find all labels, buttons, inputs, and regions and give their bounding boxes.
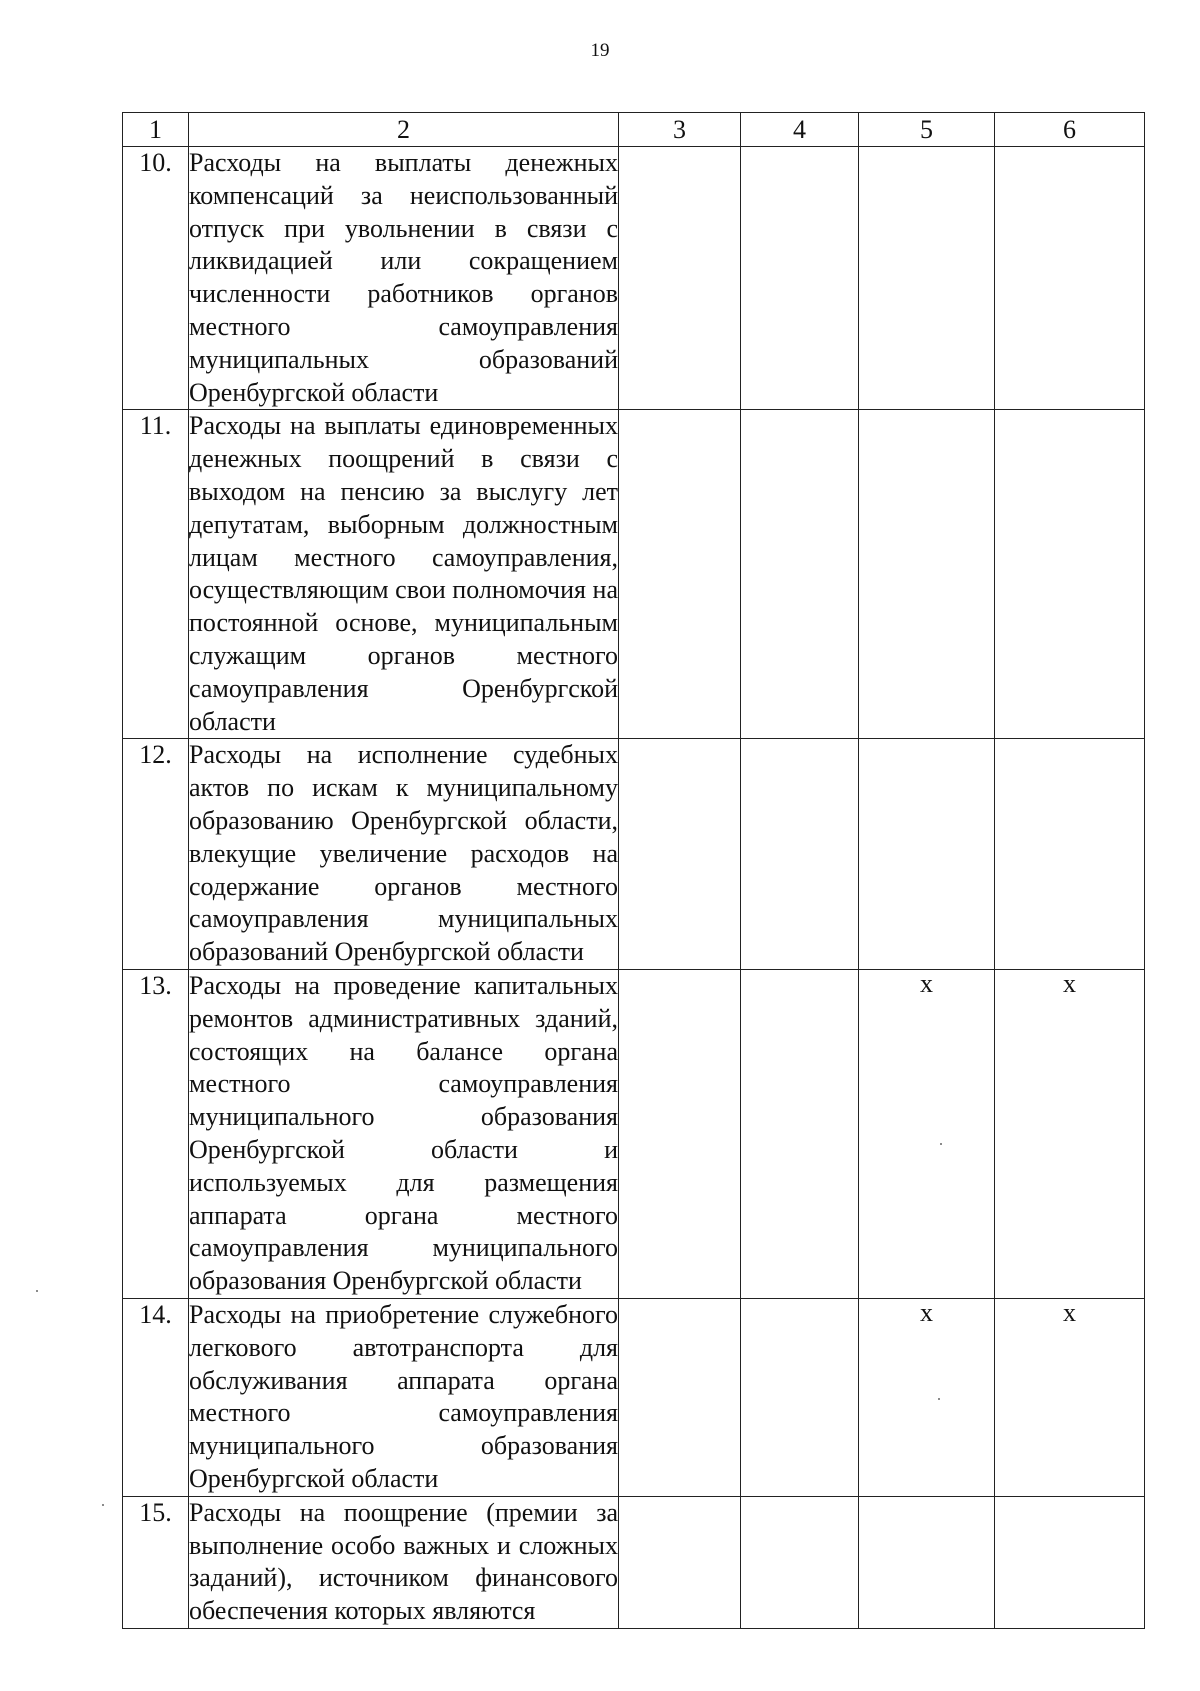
cell-col-4 bbox=[741, 1496, 859, 1628]
cell-col-5: х bbox=[859, 1298, 995, 1496]
cell-col-6 bbox=[995, 410, 1145, 739]
cell-col-4 bbox=[741, 969, 859, 1298]
table-row bbox=[123, 1298, 1145, 1496]
cell-col-4 bbox=[741, 410, 859, 739]
cell-col-6 bbox=[995, 739, 1145, 970]
cell-col-6: х bbox=[995, 969, 1145, 1298]
row-number: 14. bbox=[123, 1298, 189, 1496]
cell-col-5 bbox=[859, 410, 995, 739]
column-header-4: 4 bbox=[741, 113, 859, 147]
scan-speck bbox=[102, 1504, 104, 1506]
row-description: Расходы на исполнение судебных актов по искам к муниципальному образованию Оренбургской области, влекущие увеличение расходов на содержание органов местного самоуправления муниципальных образований Оренбургской области bbox=[189, 739, 619, 970]
cell-col-3 bbox=[619, 739, 741, 970]
page-number: 19 bbox=[590, 40, 610, 61]
scan-speck bbox=[940, 1143, 942, 1145]
column-header-5: 5 bbox=[859, 113, 995, 147]
cell-col-3 bbox=[619, 147, 741, 410]
table-row bbox=[123, 410, 1145, 739]
cell-col-3 bbox=[619, 410, 741, 739]
column-header-2: 2 bbox=[189, 113, 619, 147]
cell-col-4 bbox=[741, 147, 859, 410]
row-number: 10. bbox=[123, 147, 189, 410]
cell-col-3 bbox=[619, 1496, 741, 1628]
table-row bbox=[123, 147, 1145, 410]
column-header-3: 3 bbox=[619, 113, 741, 147]
cell-col-5: х bbox=[859, 969, 995, 1298]
row-description: Расходы на проведение капитальных ремонтов административных зданий, состоящих на балансе органа местного самоуправления муниципального образования Оренбургской области и используемых для размещения аппарата органа местного самоуправления муниципального образования Оренбургской области bbox=[189, 969, 619, 1298]
cell-col-6 bbox=[995, 1496, 1145, 1628]
row-number: 13. bbox=[123, 969, 189, 1298]
cell-col-4 bbox=[741, 1298, 859, 1496]
row-number: 12. bbox=[123, 739, 189, 970]
cell-col-5 bbox=[859, 1496, 995, 1628]
cell-col-5 bbox=[859, 739, 995, 970]
row-number: 15. bbox=[123, 1496, 189, 1628]
table-row bbox=[123, 739, 1145, 970]
row-description: Расходы на выплаты денежных компенсаций за неиспользованный отпуск при увольнении в связи с ликвидацией или сокращением численности работников органов местного самоуправления муниципальных образований Оренбургской области bbox=[189, 147, 619, 410]
column-header-1: 1 bbox=[123, 113, 189, 147]
scan-speck bbox=[938, 1398, 940, 1400]
cell-col-6: х bbox=[995, 1298, 1145, 1496]
cell-col-3 bbox=[619, 969, 741, 1298]
row-description: Расходы на приобретение служебного легкового автотранспорта для обслуживания аппарата органа местного самоуправления муниципального образования Оренбургской области bbox=[189, 1298, 619, 1496]
table-row bbox=[123, 1496, 1145, 1628]
cell-col-4 bbox=[741, 739, 859, 970]
column-header-6: 6 bbox=[995, 113, 1145, 147]
row-description: Расходы на поощрение (премии за выполнение особо важных и сложных заданий), источником финансового обеспечения которых являются bbox=[189, 1496, 619, 1628]
table-row bbox=[123, 969, 1145, 1298]
cell-col-3 bbox=[619, 1298, 741, 1496]
row-number: 11. bbox=[123, 410, 189, 739]
row-description: Расходы на выплаты единовременных денежных поощрений в связи с выходом на пенсию за выслугу лет депутатам, выборным должностным лицам местного самоуправления, осуществляющим свои полномочия на постоянной основе, муниципальным служащим органов местного самоуправления Оренбургской области bbox=[189, 410, 619, 739]
scan-speck bbox=[36, 1290, 38, 1292]
table-header-row bbox=[123, 113, 1145, 147]
expenses-table bbox=[122, 112, 1145, 1629]
cell-col-5 bbox=[859, 147, 995, 410]
cell-col-6 bbox=[995, 147, 1145, 410]
